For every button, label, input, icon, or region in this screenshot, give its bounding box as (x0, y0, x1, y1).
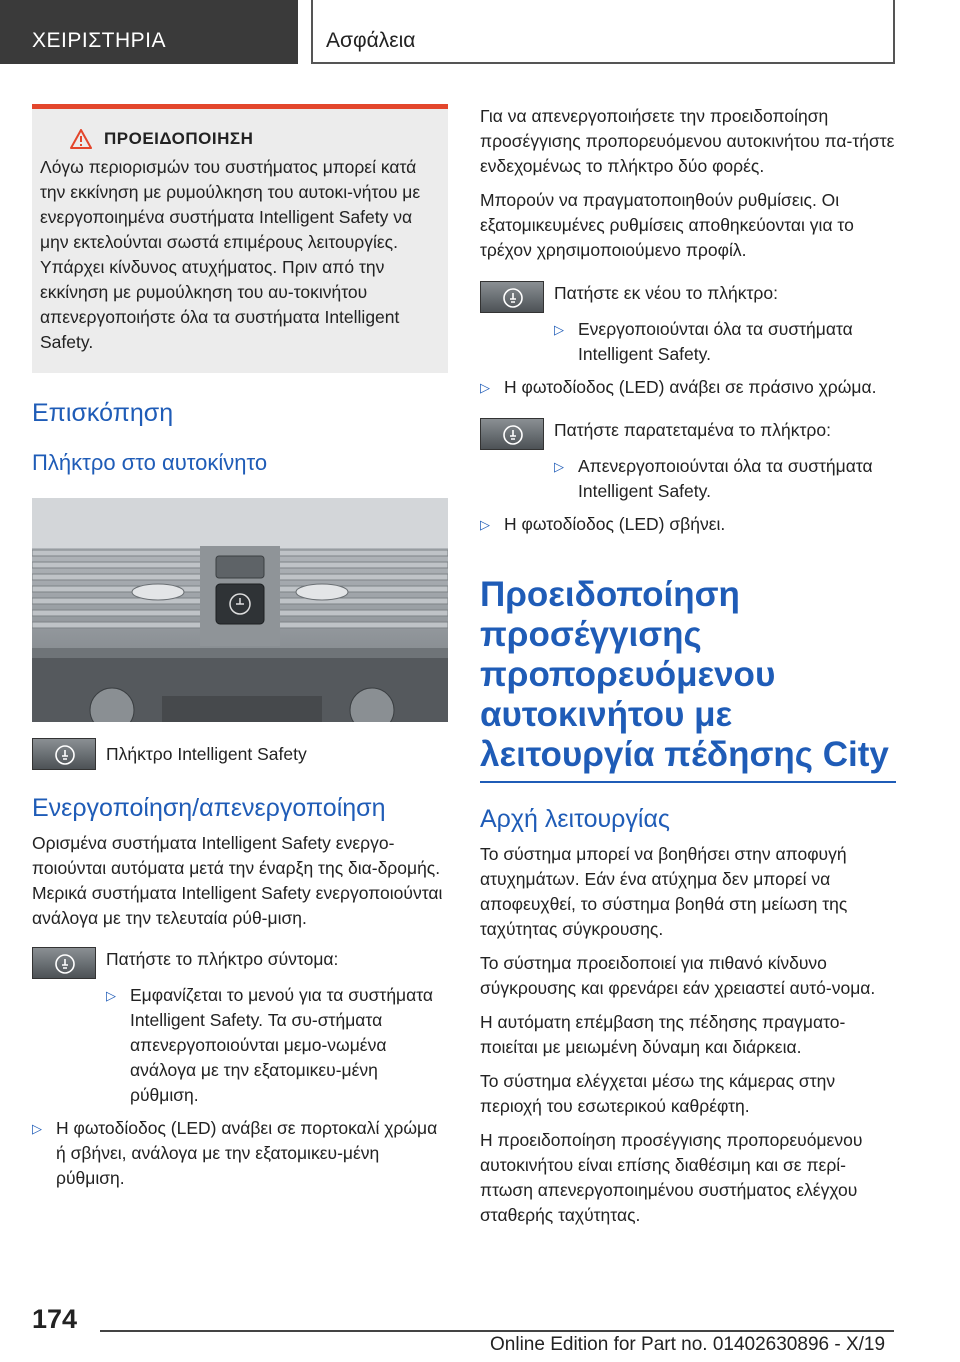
press-short-text: Πατήστε το πλήκτρο σύντομα: (106, 949, 339, 969)
intelligent-safety-button-icon (32, 947, 96, 979)
principle-paragraph-4: Το σύστημα ελέγχεται μέσω της κάμερας στην περιοχή του εσωτερικού καθρέφτη. (480, 1071, 836, 1116)
warning-header (70, 129, 440, 149)
city-braking-heading: Προειδοποίηση προσέγγισης προπορευόμενου αυτοκινήτου με λειτουργία πέδησης City (480, 575, 896, 783)
activation-intro: Ορισμένα συστήματα Intelligent Safety ενεργο-ποιούνται αυτόματα μετά την έναρξη της δια-δρομής. Μερικά συστήματα Intelligent Safety ενεργοποιούνται ανάλογα με την τελευταία ρύθ-μιση. (32, 833, 443, 928)
page-number: 174 (32, 1304, 78, 1334)
button-in-car-subheading: Πλήκτρο στο αυτοκίνητο (32, 450, 268, 475)
bullet-led-off (480, 512, 896, 537)
right-column (480, 104, 896, 1228)
header-divider-right (893, 0, 895, 64)
intelligent-safety-button-row (32, 738, 448, 770)
bullet-triangle-icon: ▷ (554, 459, 564, 474)
warning-triangle-icon (70, 129, 92, 149)
footer-rule (100, 1330, 894, 1332)
header-underline (311, 62, 894, 64)
deactivate-paragraph: Για να απενεργοποιήσετε την προειδοποίηση προσέγγισης προπορευόμενου αυτοκινήτου πα-τήστε ενδεχομένως το πλήκτρο δύο φορές. (480, 106, 895, 176)
bullet-led-green-text: Η φωτοδίοδος (LED) ανάβει σε πράσινο χρώμα. (504, 377, 877, 397)
footer-edition: Online Edition for Part no. 01402630896 - X/19 (490, 1334, 886, 1355)
bullet-all-on (554, 317, 896, 367)
press-long-text: Πατήστε παρατεταμένα το πλήκτρο: (554, 420, 831, 440)
bullet-triangle-icon: ▷ (480, 380, 490, 395)
bullet-led-orange-text: Η φωτοδίοδος (LED) ανάβει σε πορτοκαλί χρώμα ή σβήνει, ανάλογα με την εξατομικευ-μένη ρύθμιση. (56, 1118, 438, 1188)
warning-box (32, 104, 448, 373)
press-again-text: Πατήστε εκ νέου το πλήκτρο: (554, 283, 778, 303)
bullet-menu-text: Εμφανίζεται το μενού για τα συστήματα Intelligent Safety. Τα συ-στήματα απενεργοποιούνται μεμο-νωμένα ανάλογα με την εξατομικευ-μένη ρύθμιση. (130, 985, 434, 1105)
bullet-all-on-text: Ενεργοποιούνται όλα τα συστήματα Intelligent Safety. (578, 319, 853, 364)
activation-heading: Ενεργοποίηση/απενεργοποίηση (32, 794, 386, 822)
intelligent-safety-button-icon (480, 281, 544, 313)
principle-paragraph-2: Το σύστημα προειδοποιεί για πιθανό κίνδυνο σύγκρουσης και φρενάρει εάν χρειαστεί αυτό-νομα. (480, 953, 876, 998)
press-long-row (480, 418, 896, 450)
principle-paragraph-5: Η προειδοποίηση προσέγγισης προπορευόμενου αυτοκινήτου είναι επίσης διαθέσιμη και σε περί-πτωση απενεργοποιημένου συστήματος ελέγχου σταθερής ταχύτητας. (480, 1130, 863, 1225)
warning-title: ΠΡΟΕΙΔΟΠΟΙΗΣΗ (104, 129, 254, 148)
bullet-triangle-icon: ▷ (106, 988, 116, 1003)
bullet-triangle-icon: ▷ (554, 322, 564, 337)
principle-paragraph-3: Η αυτόματη επέμβαση της πέδησης πραγματο-ποιείται με μειωμένη δύναμη και διάρκεια. (480, 1012, 846, 1057)
bullet-all-off-text: Απενεργοποιούνται όλα τα συστήματα Intelligent Safety. (578, 456, 873, 501)
warning-text: Λόγω περιορισμών του συστήματος μπορεί κατά την εκκίνηση με ρυμούλκηση του αυτοκι-νήτου με ενεργοποιημένα συστήματα Intelligent Safety να μην εκτελούνται σωστά επιμέρους λειτουργίες. Υπάρχει κίνδυνος ατυχήματος. Πριν από την εκκίνηση με ρυμούλκηση του αυ-τοκινήτου απενεργοποιήστε όλα τα συστήματα Intelligent Safety. (40, 157, 421, 352)
bullet-all-off (554, 454, 896, 504)
car-dashboard-photo (32, 498, 448, 722)
principle-paragraph-1: Το σύστημα μπορεί να βοηθήσει στην αποφυγή ατυχημάτων. Εάν ένα ατύχημα δεν μπορεί να αποφευχθεί, το σύστημα βοηθά στη μείωση της ταχύτητας σύγκρουσης. (480, 844, 848, 939)
header-section-tab (0, 0, 298, 64)
bullet-triangle-icon: ▷ (32, 1121, 42, 1136)
bullet-triangle-icon: ▷ (480, 517, 490, 532)
header-section-label: ΧΕΙΡΙΣΤΗΡΙΑ (32, 29, 167, 52)
bullet-led-off-text: Η φωτοδίοδος (LED) σβήνει. (504, 514, 726, 534)
overview-heading: Επισκόπηση (32, 399, 174, 427)
button-caption: Πλήκτρο Intelligent Safety (106, 744, 307, 764)
principle-heading: Αρχή λειτουργίας (480, 805, 670, 833)
intelligent-safety-button-icon (32, 738, 96, 770)
header-chapter-title: Ασφάλεια (326, 29, 416, 52)
intelligent-safety-button-icon (480, 418, 544, 450)
header-divider (311, 0, 313, 64)
bullet-led-green (480, 375, 896, 400)
press-again-row (480, 281, 896, 313)
press-short-row (32, 947, 448, 979)
bullet-led-orange (32, 1116, 448, 1191)
bullet-menu (106, 983, 448, 1108)
left-column (32, 104, 448, 1191)
settings-paragraph: Μπορούν να πραγματοποιηθούν ρυθμίσεις. Οι εξατομικευμένες ρυθμίσεις αποθηκεύονται για το τρέχον χρησιμοποιούμενο προφίλ. (480, 190, 854, 260)
dashboard-illustration (32, 498, 448, 722)
